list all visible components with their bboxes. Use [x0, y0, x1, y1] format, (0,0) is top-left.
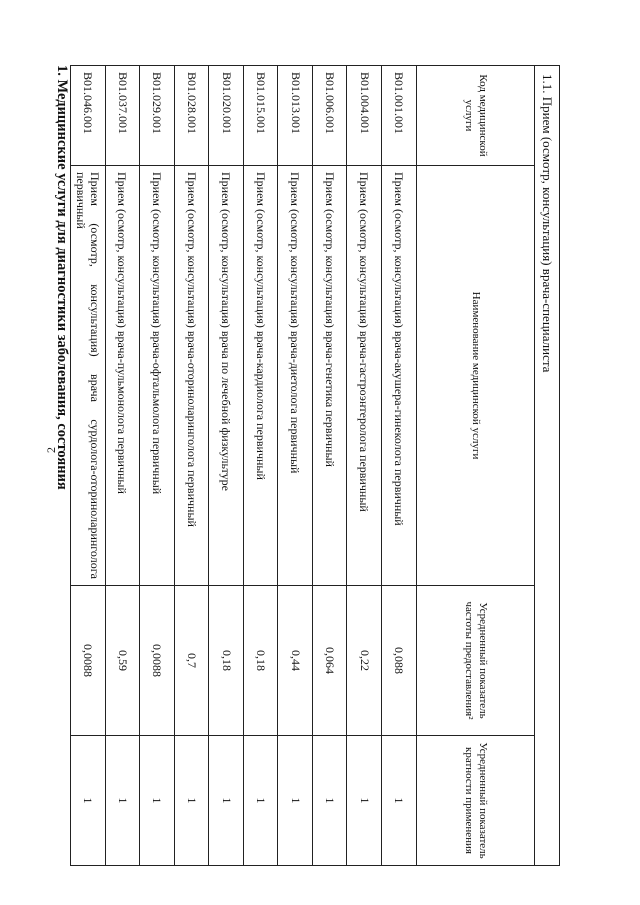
column-header-code: Код медицинской услуги	[416, 66, 534, 166]
cell-frequency: 0,0088	[71, 586, 106, 736]
cell-frequency: 0,22	[347, 586, 382, 736]
cell-frequency: 0,18	[209, 586, 244, 736]
table-row	[382, 66, 417, 866]
table-row	[347, 66, 382, 866]
cell-code: B01.004.001	[347, 66, 382, 166]
cell-frequency: 0,088	[382, 586, 417, 736]
table-row	[278, 66, 313, 866]
cell-frequency: 0,7	[174, 586, 209, 736]
cell-frequency: 0,18	[243, 586, 278, 736]
cell-frequency: 0,44	[278, 586, 313, 736]
cell-multiplicity: 1	[382, 736, 417, 866]
cell-code: B01.006.001	[312, 66, 347, 166]
page-number: 2	[44, 447, 58, 453]
table-header	[416, 66, 534, 866]
cell-name: Прием (осмотр, консультация) врача сурдолога-оториноларинголога первичный	[71, 166, 106, 586]
cell-name: Прием (осмотр, консультация) врача-кардиолога первичный	[243, 166, 278, 586]
cell-name: Прием (осмотр, консультация) врача-пульмонолога первичный	[105, 166, 140, 586]
cell-code: B01.046.001	[71, 66, 106, 166]
cell-multiplicity: 1	[174, 736, 209, 866]
cell-multiplicity: 1	[278, 736, 313, 866]
section-row	[534, 66, 559, 866]
cell-multiplicity: 1	[71, 736, 106, 866]
table-row	[140, 66, 175, 866]
column-header-frequency: Усредненный показатель частоты предоставления²	[416, 586, 534, 736]
column-header-name: Наименование медицинской услуги	[416, 166, 534, 586]
column-header-multiplicity: Усредненный показатель кратности применения	[416, 736, 534, 866]
services-table	[70, 65, 560, 866]
section-title: 1.1. Прием (осмотр, консультация) врача-специалиста	[534, 66, 559, 866]
table-row	[209, 66, 244, 866]
cell-multiplicity: 1	[347, 736, 382, 866]
cell-multiplicity: 1	[312, 736, 347, 866]
cell-code: B01.015.001	[243, 66, 278, 166]
table-row	[312, 66, 347, 866]
cell-multiplicity: 1	[105, 736, 140, 866]
cell-name: Прием (осмотр, консультация) врача по лечебной физкультуре	[209, 166, 244, 586]
table-row	[71, 66, 106, 866]
cell-name: Прием (осмотр, консультация) врача-акушера-гинеколога первичный	[382, 166, 417, 586]
cell-name: Прием (осмотр, консультация) врача-диетолога первичный	[278, 166, 313, 586]
table-row	[243, 66, 278, 866]
cell-name: Прием (осмотр, консультация) врача-офтальмолога первичный	[140, 166, 175, 586]
cell-frequency: 0,59	[105, 586, 140, 736]
cell-code: B01.028.001	[174, 66, 209, 166]
cell-code: B01.029.001	[140, 66, 175, 166]
cell-name: Прием (осмотр, консультация) врача-оториноларинголога первичный	[174, 166, 209, 586]
cell-name: Прием (осмотр, консультация) врача-генетика первичный	[312, 166, 347, 586]
cell-multiplicity: 1	[243, 736, 278, 866]
section-heading: 1. Медицинские услуги для диагностики заболевания, состояния	[54, 65, 70, 490]
cell-multiplicity: 1	[140, 736, 175, 866]
document-page	[0, 65, 560, 865]
cell-multiplicity: 1	[209, 736, 244, 866]
cell-frequency: 0,064	[312, 586, 347, 736]
cell-code: B01.037.001	[105, 66, 140, 166]
cell-code: B01.020.001	[209, 66, 244, 166]
table-row	[174, 66, 209, 866]
table-row	[105, 66, 140, 866]
cell-name: Прием (осмотр, консультация) врача-гастроэнтеролога первичный	[347, 166, 382, 586]
cell-frequency: 0,0088	[140, 586, 175, 736]
cell-code: B01.013.001	[278, 66, 313, 166]
cell-code: B01.001.001	[382, 66, 417, 166]
